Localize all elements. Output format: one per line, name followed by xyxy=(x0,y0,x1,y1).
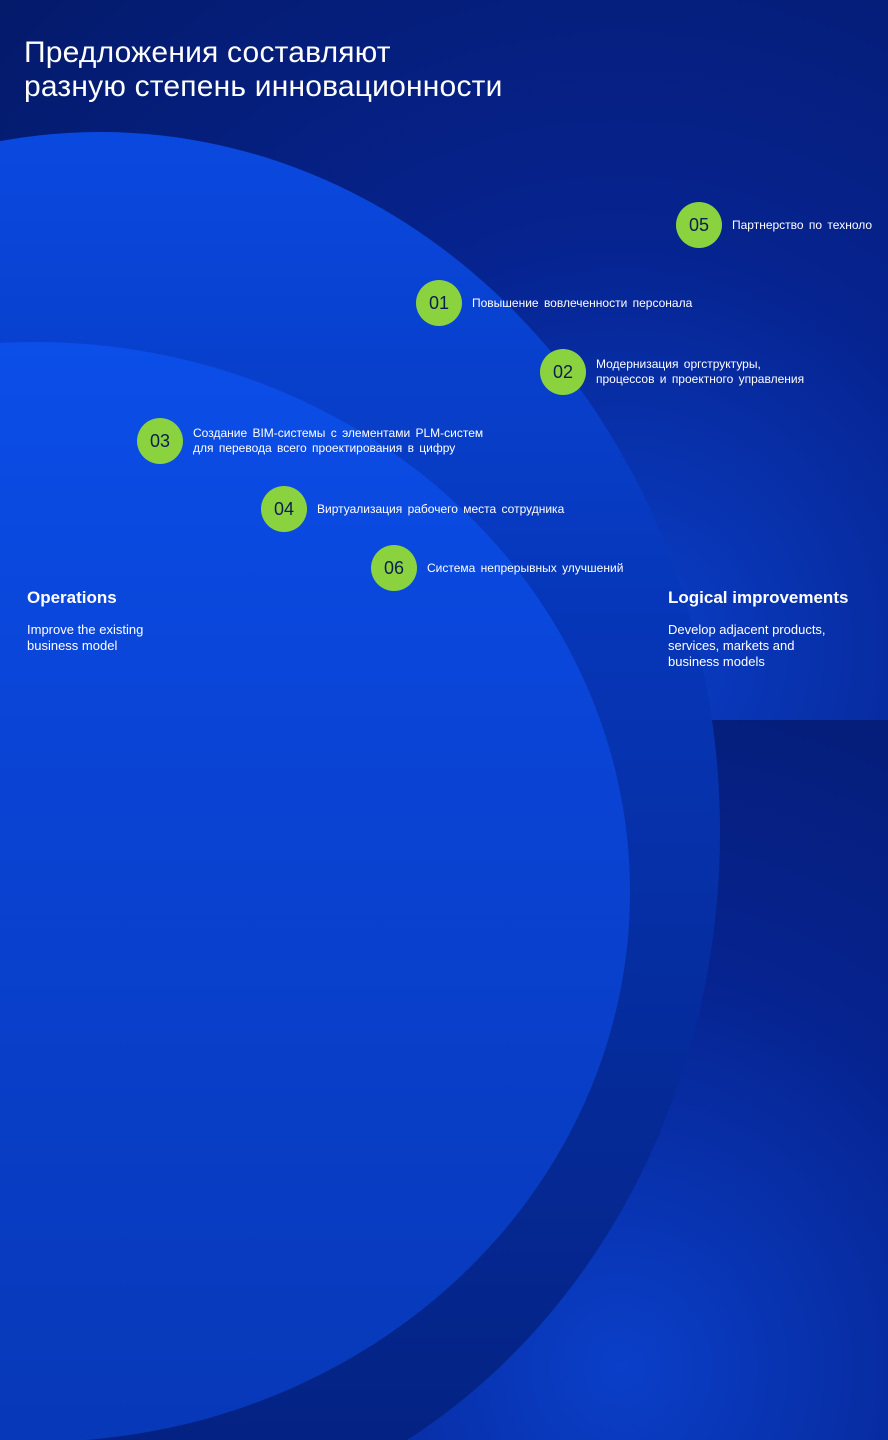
item-label-line: Модернизация оргструктуры, xyxy=(596,357,761,371)
number-badge: 01 xyxy=(416,280,462,326)
operations-heading: Operations xyxy=(27,588,117,607)
title-line-2: разную степень инновационности xyxy=(24,70,503,103)
logical-line: business models xyxy=(668,654,765,669)
item-label-line: процессов и проектного управления xyxy=(596,372,805,386)
item-04 xyxy=(261,486,564,532)
item-02 xyxy=(540,349,804,395)
item-label-line: Создание BIM-системы с элементами PLM-систем xyxy=(193,426,484,440)
item-label xyxy=(427,561,623,576)
item-label-line: Виртуализация рабочего места сотрудника xyxy=(317,501,565,516)
item-label xyxy=(193,426,483,456)
item-label xyxy=(317,502,564,517)
number-badge: 04 xyxy=(261,486,307,532)
item-label-line: для перевода всего проектирования в цифру xyxy=(193,441,456,455)
item-label xyxy=(472,296,692,311)
number-badge: 06 xyxy=(371,545,417,591)
logical-improvements-block xyxy=(668,588,848,670)
number-badge: 03 xyxy=(137,418,183,464)
number-badge: 05 xyxy=(676,202,722,248)
logical-improvements-description xyxy=(668,622,848,670)
item-label-line: Система непрерывных улучшений xyxy=(427,560,624,575)
operations-line: Improve the existing xyxy=(27,622,144,637)
number-badge: 02 xyxy=(540,349,586,395)
page-title xyxy=(24,36,503,104)
item-label-line: Повышение вовлеченности персонала xyxy=(472,295,693,310)
item-label xyxy=(596,357,804,387)
logical-line: services, markets and xyxy=(668,638,795,653)
item-06 xyxy=(371,545,623,591)
title-line-1: Предложения составляют xyxy=(24,36,391,69)
item-label xyxy=(732,218,872,233)
operations-description xyxy=(27,622,143,654)
item-label-line: Партнерство по техноло xyxy=(732,217,873,232)
operations-block xyxy=(27,588,143,654)
operations-line: business model xyxy=(27,638,118,653)
item-03 xyxy=(137,418,483,464)
logical-improvements-heading: Logical improvements xyxy=(668,588,849,607)
item-05 xyxy=(676,202,872,248)
logical-line: Develop adjacent products, xyxy=(668,622,826,637)
item-01 xyxy=(416,280,692,326)
